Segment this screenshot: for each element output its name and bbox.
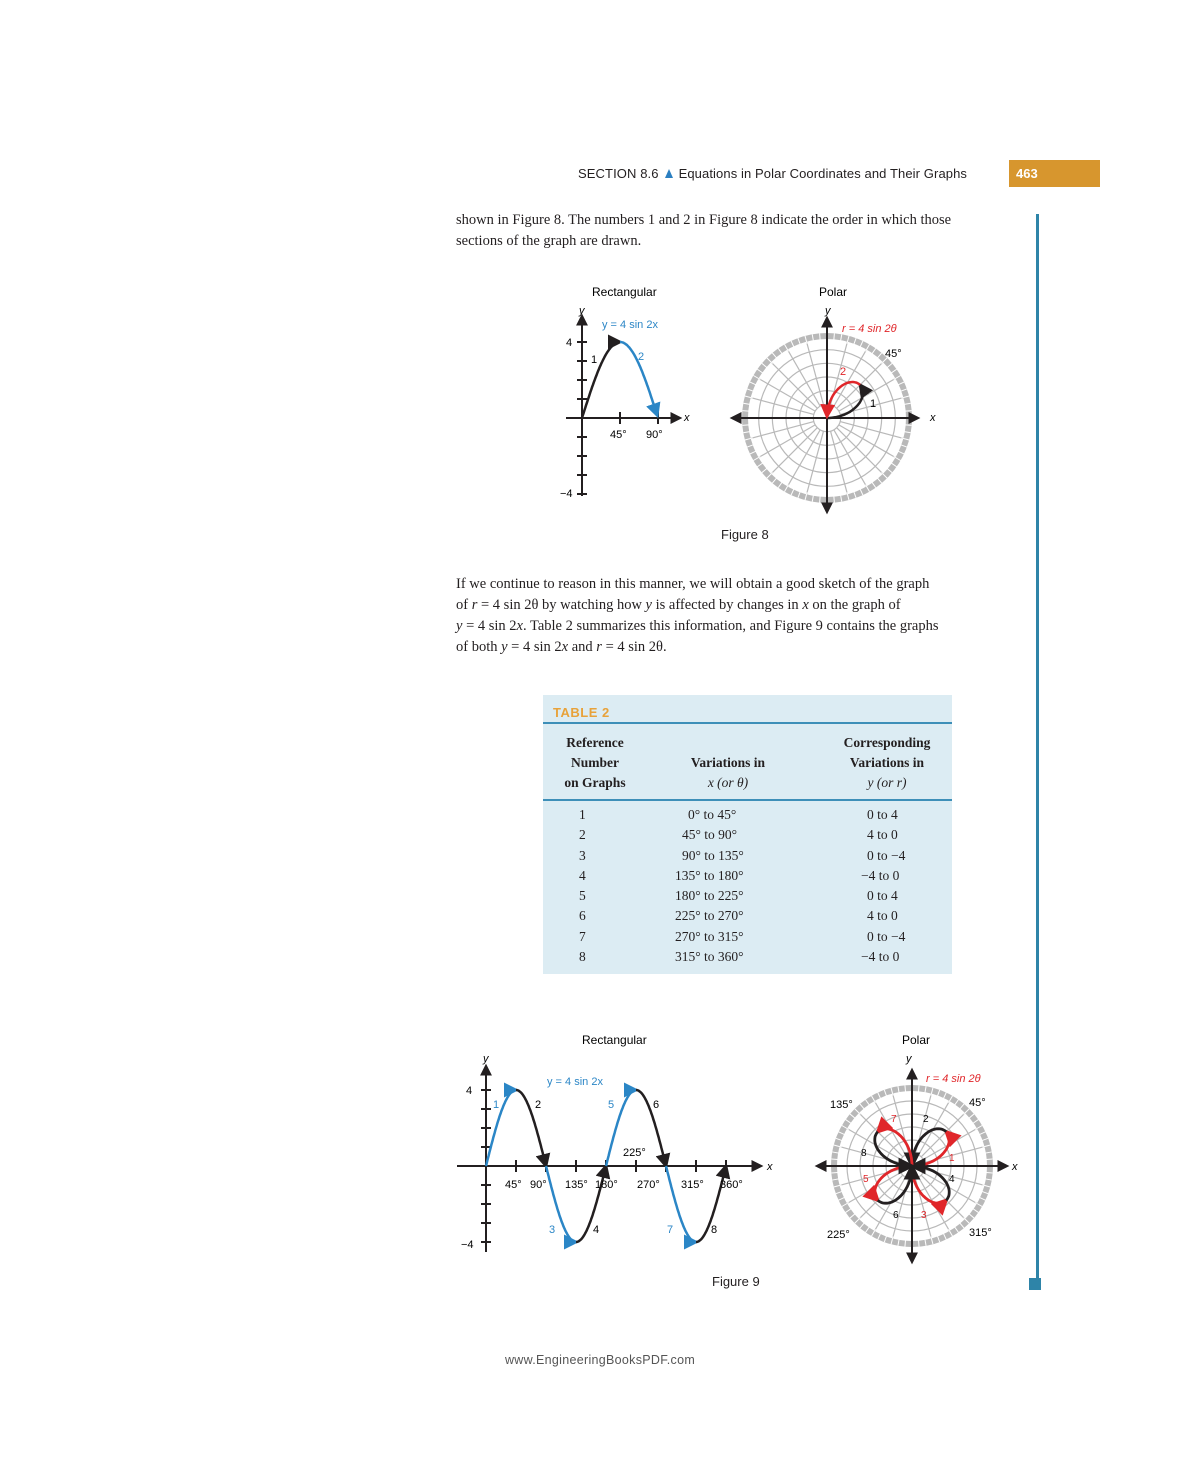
segment-number-6: 6: [653, 1099, 660, 1111]
grid-spoke: [831, 431, 849, 497]
segment-number-8: 8: [711, 1224, 718, 1236]
angle-label-315: 315°: [969, 1227, 992, 1239]
rose-segment-4: [912, 1166, 949, 1200]
segment-number-2: 2: [535, 1099, 542, 1111]
grid-spoke: [840, 422, 906, 440]
grid-tick: [918, 1085, 919, 1093]
curve-segment-2: [516, 1090, 546, 1166]
rect-equation: y = 4 sin 2x: [547, 1076, 603, 1088]
rose-number-8: 8: [861, 1148, 867, 1159]
polar-x-label: x: [930, 412, 936, 424]
table-row: 3 90° to 135° 0 to −4: [579, 847, 906, 863]
table-row: 1 0° to 45° 0 to 4: [579, 807, 898, 822]
grid-tick: [820, 333, 821, 341]
paragraph-line: of r = 4 sin 2θ by watching how y is affected by changes in x on the graph of: [456, 597, 901, 613]
tick-label: 45°: [610, 429, 627, 441]
rose-number-6: 6: [893, 1210, 899, 1221]
table-row: 5 180° to 225° 0 to 4: [579, 888, 898, 904]
grid-spoke: [748, 422, 814, 440]
rose-number-1: 1: [949, 1153, 955, 1164]
angle-label-225: 225°: [827, 1229, 850, 1241]
rose-number-2: 2: [923, 1114, 929, 1125]
rect-title: Rectangular: [582, 1033, 647, 1047]
y-label-neg4: −4: [461, 1239, 474, 1251]
rose-segment-3: [912, 1166, 946, 1203]
x-axis-label: x: [684, 412, 690, 424]
paragraph-line: y = 4 sin 2x. Table 2 summarizes this information, and Figure 9 contains the graphs: [456, 618, 939, 634]
polar-angle-label: 45°: [885, 348, 902, 360]
polar-equation: r = 4 sin 2θ: [926, 1073, 981, 1085]
polar-title: Polar: [819, 285, 848, 299]
grid-tick: [904, 411, 912, 412]
section-number: SECTION 8.6: [578, 166, 659, 181]
y-label-4: 4: [466, 1085, 473, 1097]
grid-spoke: [769, 428, 817, 476]
table-body: [543, 805, 952, 967]
y-axis-label: y: [579, 305, 585, 317]
tick-label: 45°: [505, 1179, 522, 1191]
section-title: Equations in Polar Coordinates and Their Graphs: [678, 166, 968, 181]
paragraph-continue: [456, 574, 1023, 658]
curve-segment-1: [582, 342, 620, 418]
grid-spoke: [769, 360, 817, 408]
segment-number-1: 1: [591, 354, 598, 366]
tick-label: 315°: [681, 1179, 704, 1191]
polar-equation: r = 4 sin 2θ: [842, 323, 897, 335]
rose-number-5: 5: [863, 1174, 869, 1185]
grid-tick: [820, 495, 821, 503]
rose-segment-2: [912, 1129, 946, 1166]
y-label-4: 4: [566, 337, 573, 349]
angle-label-135: 135°: [830, 1099, 853, 1111]
grid-tick: [905, 1239, 906, 1247]
table-row: 2 45° to 90° 4 to 0: [579, 827, 898, 843]
segment-number-5: 5: [608, 1099, 615, 1111]
segment-number-2: 2: [638, 351, 645, 363]
segment-number-4: 4: [593, 1224, 600, 1236]
table-rule: [543, 722, 952, 724]
figure-9-caption: Figure 9: [712, 1274, 760, 1289]
rect-equation: y = 4 sin 2x: [602, 319, 658, 331]
x-axis-label: x: [767, 1161, 773, 1173]
paragraph-line: shown in Figure 8. The numbers 1 and 2 in Figure 8 indicate the order in which those: [456, 212, 952, 228]
tick-label: 270°: [637, 1179, 660, 1191]
rose-segment-7: [878, 1129, 912, 1166]
grid-spoke: [837, 428, 885, 476]
table-title: TABLE 2: [553, 705, 610, 720]
polar-y-label: y: [906, 1053, 912, 1065]
table-rule: [543, 799, 952, 801]
y-axis-label: y: [483, 1053, 489, 1065]
grid-tick: [831, 1159, 839, 1160]
grid-spoke: [748, 397, 814, 415]
polar-segment-number-1: 1: [870, 398, 877, 410]
table-row: 7 270° to 315° 0 to −4: [579, 928, 906, 944]
rose-segment-1: [912, 1132, 949, 1166]
angle-label-45: 45°: [969, 1097, 986, 1109]
page-number: 463: [1009, 160, 1100, 187]
tick-label: 90°: [646, 429, 663, 441]
table-row: 8 315° to 360° −4 to 0: [579, 949, 900, 965]
grid-tick: [904, 425, 912, 426]
tick-label: 90°: [530, 1179, 547, 1191]
tick-label: 180°: [595, 1179, 618, 1191]
grid-tick: [831, 1172, 839, 1173]
rect-title: Rectangular: [592, 285, 657, 299]
polar-segment-2: [827, 382, 860, 416]
table-header-corresponding: Corresponding Variations in y (or r): [843, 735, 931, 790]
y-label-neg4: −4: [560, 488, 573, 500]
paragraph-intro: [456, 210, 1023, 252]
running-header: [578, 166, 967, 181]
end-square-icon: [1029, 1278, 1041, 1290]
grid-tick: [985, 1159, 993, 1160]
polar-x-label: x: [1012, 1161, 1018, 1173]
footer-url: www.EngineeringBooksPDF.com: [504, 1353, 696, 1367]
triangle-icon: [665, 169, 673, 178]
grid-tick: [742, 425, 750, 426]
rose-number-4: 4: [949, 1174, 955, 1185]
table-header-reference: Reference Number on Graphs: [564, 735, 626, 790]
grid-tick: [918, 1239, 919, 1247]
grid-tick: [834, 495, 835, 503]
rose-segment-5: [875, 1166, 912, 1200]
table-row: 4 135° to 180° −4 to 0: [579, 867, 900, 883]
grid-tick: [742, 411, 750, 412]
table-header-variations: Variations in x (or θ): [690, 755, 766, 790]
paragraph-line: of both y = 4 sin 2x and r = 4 sin 2θ.: [456, 639, 667, 655]
curve-segment-4: [576, 1166, 606, 1242]
tick-label-225: 225°: [623, 1147, 646, 1159]
tick-label: 360°: [720, 1179, 743, 1191]
polar-title: Polar: [902, 1033, 931, 1047]
paragraph-line: If we continue to reason in this manner, we will obtain a good sketch of the graph: [456, 576, 930, 592]
grid-tick: [905, 1085, 906, 1093]
table-row: 6 225° to 270° 4 to 0: [579, 908, 898, 924]
polar-segment-number-2: 2: [840, 366, 847, 378]
figure-9: [455, 1030, 1035, 1270]
paragraph-line: sections of the graph are drawn.: [456, 233, 642, 249]
margin-rule: [1036, 214, 1039, 1284]
rose-segment-8: [875, 1132, 912, 1166]
table-2: [543, 695, 952, 974]
figure-8: [540, 280, 960, 530]
grid-tick: [834, 333, 835, 341]
rose-number-3: 3: [921, 1210, 927, 1221]
grid-spoke: [806, 339, 824, 405]
segment-number-3: 3: [549, 1224, 556, 1236]
rose-number-7: 7: [891, 1114, 897, 1125]
grid-spoke: [806, 431, 824, 497]
segment-number-1: 1: [493, 1099, 500, 1111]
grid-tick: [985, 1172, 993, 1173]
rose-segment-6: [878, 1166, 912, 1203]
polar-y-label: y: [825, 305, 831, 317]
figure-8-caption: Figure 8: [721, 527, 769, 542]
segment-number-7: 7: [667, 1224, 674, 1236]
tick-label: 135°: [565, 1179, 588, 1191]
